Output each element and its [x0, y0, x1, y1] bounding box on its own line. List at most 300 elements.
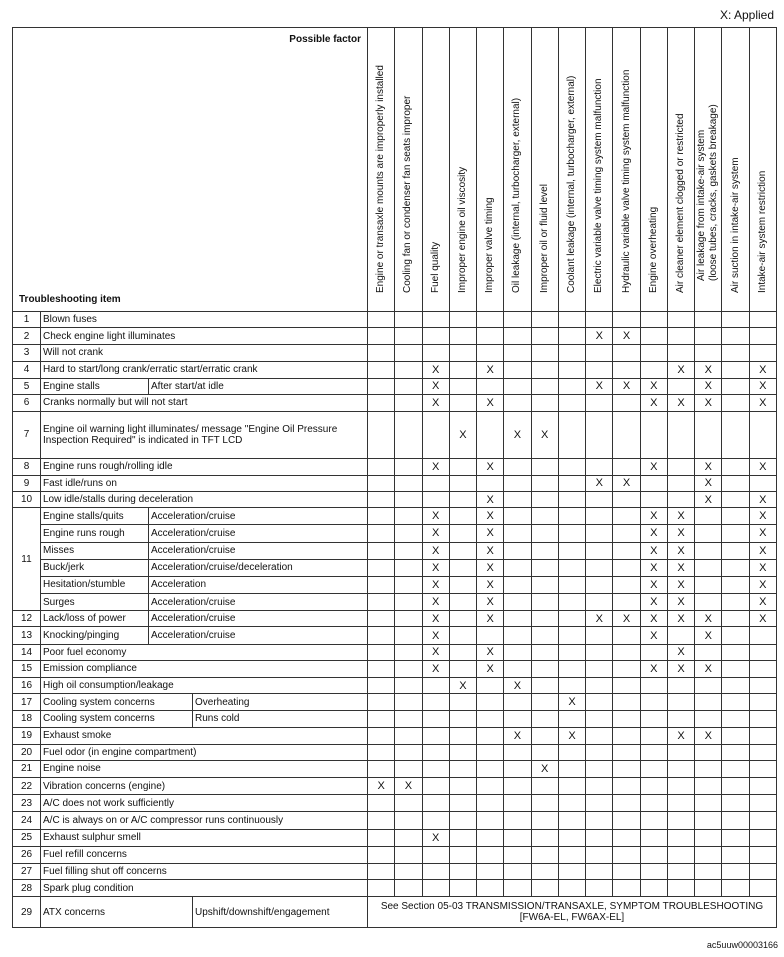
factor-cell [722, 576, 749, 593]
row-number: 10 [13, 491, 41, 507]
troubleshooting-item: Engine noise [41, 760, 368, 777]
factor-cell [395, 694, 422, 711]
factor-cell [640, 863, 667, 879]
factor-cell [395, 812, 422, 829]
factor-cell [558, 594, 585, 611]
factor-cell [613, 525, 640, 542]
factor-header [749, 28, 776, 312]
applied-mark: X [640, 525, 667, 542]
row-number: 9 [13, 475, 41, 491]
factor-cell [395, 576, 422, 593]
factor-cell [667, 880, 694, 897]
factor-cell [395, 846, 422, 863]
factor-cell [667, 412, 694, 459]
factor-cell [613, 361, 640, 378]
factor-cell [368, 863, 395, 879]
applied-mark: X [477, 559, 504, 576]
applied-mark: X [640, 378, 667, 394]
factor-cell [586, 559, 613, 576]
factor-cell [504, 394, 531, 411]
factor-cell [586, 846, 613, 863]
applied-mark: X [586, 611, 613, 627]
factor-cell [749, 644, 776, 660]
factor-header [667, 28, 694, 312]
applied-mark: X [477, 660, 504, 677]
factor-cell [640, 744, 667, 760]
factor-cell [749, 880, 776, 897]
table-row [13, 863, 777, 879]
factor-label: Air leakage from intake-air system [696, 129, 708, 281]
factor-cell [749, 711, 776, 727]
troubleshooting-item: Poor fuel economy [41, 644, 368, 660]
factor-cell [395, 458, 422, 475]
factor-cell [449, 727, 476, 744]
row-number: 19 [13, 727, 41, 744]
troubleshooting-item: Cooling system concerns [41, 694, 193, 711]
factor-cell [531, 378, 558, 394]
table-row [13, 594, 777, 611]
applied-mark: X [667, 611, 694, 627]
factor-cell [722, 594, 749, 611]
factor-cell [667, 846, 694, 863]
factor-cell [640, 829, 667, 846]
factor-cell [531, 711, 558, 727]
factor-cell [395, 627, 422, 644]
factor-cell [640, 677, 667, 693]
applied-mark: X [640, 594, 667, 611]
factor-cell [395, 863, 422, 879]
troubleshooting-item: Check engine light illuminates [41, 328, 368, 345]
factor-cell [531, 576, 558, 593]
factor-cell [613, 727, 640, 744]
factor-cell [613, 394, 640, 411]
factor-cell [749, 760, 776, 777]
factor-header [477, 28, 504, 312]
factor-label: (loose tubes, cracks, gaskets breakage) [708, 104, 720, 281]
factor-cell [722, 660, 749, 677]
factor-header-text [730, 157, 742, 293]
applied-mark: X [749, 394, 776, 411]
factor-cell [749, 328, 776, 345]
factor-cell [586, 660, 613, 677]
factor-cell [640, 760, 667, 777]
factor-cell [640, 312, 667, 328]
factor-cell [422, 328, 449, 345]
factor-cell [640, 694, 667, 711]
factor-cell [586, 525, 613, 542]
factor-cell [368, 475, 395, 491]
factor-cell [667, 778, 694, 795]
table-row [13, 345, 777, 361]
factor-cell [586, 491, 613, 507]
row-number: 26 [13, 846, 41, 863]
factor-cell [449, 361, 476, 378]
factor-cell [613, 812, 640, 829]
factor-cell [449, 812, 476, 829]
factor-cell [695, 594, 722, 611]
factor-cell [586, 677, 613, 693]
row-number: 8 [13, 458, 41, 475]
item-condition: Runs cold [193, 711, 368, 727]
applied-mark: X [477, 525, 504, 542]
factor-cell [449, 644, 476, 660]
factor-cell [504, 644, 531, 660]
factor-cell [449, 660, 476, 677]
factor-cell [504, 795, 531, 812]
factor-cell [504, 863, 531, 879]
factor-cell [613, 677, 640, 693]
item-condition: Overheating [193, 694, 368, 711]
factor-cell [477, 711, 504, 727]
factor-cell [558, 559, 585, 576]
factor-cell [640, 846, 667, 863]
factor-cell [722, 863, 749, 879]
factor-header-text [696, 104, 720, 281]
troubleshooting-item: Hard to start/long crank/erratic start/erratic crank [41, 361, 368, 378]
applied-mark: X [695, 475, 722, 491]
factor-cell [558, 491, 585, 507]
factor-cell [504, 458, 531, 475]
applied-mark: X [477, 508, 504, 525]
factor-cell [586, 594, 613, 611]
factor-cell [422, 727, 449, 744]
row-number: 7 [13, 412, 41, 459]
applied-mark: X [504, 412, 531, 459]
factor-label: Engine overheating [647, 206, 659, 293]
factor-cell [368, 744, 395, 760]
factor-cell [586, 778, 613, 795]
factor-cell [477, 475, 504, 491]
factor-cell [395, 508, 422, 525]
factor-cell [640, 345, 667, 361]
row-number: 28 [13, 880, 41, 897]
row-number: 14 [13, 644, 41, 660]
factor-cell [449, 795, 476, 812]
factor-label: Cooling fan or condenser fan seats improper [402, 95, 414, 293]
factor-cell [477, 829, 504, 846]
factor-label: Fuel quality [429, 241, 441, 293]
applied-mark: X [422, 829, 449, 846]
factor-header-text [675, 113, 687, 293]
factor-cell [504, 812, 531, 829]
factor-cell [749, 677, 776, 693]
factor-cell [531, 863, 558, 879]
factor-cell [722, 378, 749, 394]
factor-cell [722, 727, 749, 744]
factor-cell [586, 829, 613, 846]
factor-cell [667, 677, 694, 693]
factor-header [613, 28, 640, 312]
factor-cell [586, 458, 613, 475]
factor-cell [667, 812, 694, 829]
applied-mark: X [613, 611, 640, 627]
factor-cell [640, 491, 667, 507]
factor-cell [558, 328, 585, 345]
factor-cell [586, 361, 613, 378]
factor-cell [531, 361, 558, 378]
factor-cell [477, 760, 504, 777]
applied-mark: X [749, 361, 776, 378]
factor-cell [368, 378, 395, 394]
factor-cell [586, 812, 613, 829]
table-row [13, 778, 777, 795]
factor-cell [504, 378, 531, 394]
applied-mark: X [368, 778, 395, 795]
factor-cell [504, 542, 531, 559]
factor-cell [368, 525, 395, 542]
troubleshooting-item: A/C is always on or A/C compressor runs continuously [41, 812, 368, 829]
header-corner [13, 28, 368, 312]
row-number: 17 [13, 694, 41, 711]
factor-cell [368, 542, 395, 559]
factor-cell [749, 627, 776, 644]
applied-mark: X [667, 644, 694, 660]
factor-cell [504, 328, 531, 345]
applied-mark: X [640, 542, 667, 559]
factor-cell [613, 846, 640, 863]
applied-mark: X [395, 778, 422, 795]
factor-cell [449, 458, 476, 475]
applied-mark: X [749, 525, 776, 542]
table-row [13, 711, 777, 727]
item-condition: Acceleration/cruise [149, 542, 368, 559]
factor-cell [613, 880, 640, 897]
factor-cell [504, 576, 531, 593]
table-row [13, 829, 777, 846]
see-section-note: See Section 05-03 TRANSMISSION/TRANSAXLE, SYMPTOM TROUBLESHOOTING [FW6A-EL, FW6AX-EL] [368, 897, 777, 928]
table-row [13, 491, 777, 507]
factor-cell [531, 846, 558, 863]
factor-cell [477, 863, 504, 879]
applied-mark: X [749, 611, 776, 627]
factor-header-text [457, 167, 469, 293]
factor-cell [449, 711, 476, 727]
factor-cell [586, 727, 613, 744]
factor-cell [722, 644, 749, 660]
factor-label: Engine or transaxle mounts are improperly installed [375, 65, 387, 293]
troubleshooting-item: Fuel refill concerns [41, 846, 368, 863]
factor-cell [477, 795, 504, 812]
factor-cell [449, 744, 476, 760]
applied-mark: X [477, 361, 504, 378]
troubleshooting-item: Engine oil warning light illuminates/ message "Engine Oil Pressure Inspection Required" is indicated in TFT LCD [41, 412, 368, 459]
factor-cell [613, 345, 640, 361]
factor-cell [395, 611, 422, 627]
factor-cell [422, 778, 449, 795]
factor-cell [613, 458, 640, 475]
factor-cell [640, 727, 667, 744]
applied-mark: X [749, 491, 776, 507]
factor-cell [558, 711, 585, 727]
factor-cell [695, 880, 722, 897]
factor-header-text [375, 65, 387, 293]
factor-cell [368, 361, 395, 378]
troubleshooting-item: Surges [41, 594, 149, 611]
factor-cell [477, 727, 504, 744]
factor-cell [477, 694, 504, 711]
row-number: 6 [13, 394, 41, 411]
factor-cell [558, 677, 585, 693]
factor-cell [613, 829, 640, 846]
row-number: 23 [13, 795, 41, 812]
factor-header [449, 28, 476, 312]
factor-cell [477, 846, 504, 863]
row-number: 22 [13, 778, 41, 795]
applied-mark: X [477, 458, 504, 475]
factor-header [586, 28, 613, 312]
table-row [13, 744, 777, 760]
troubleshooting-item: Engine runs rough [41, 525, 149, 542]
factor-cell [504, 778, 531, 795]
item-condition: Acceleration/cruise [149, 525, 368, 542]
factor-cell [613, 744, 640, 760]
factor-cell [722, 508, 749, 525]
row-number: 25 [13, 829, 41, 846]
applied-mark: X [640, 660, 667, 677]
factor-cell [749, 475, 776, 491]
factor-header-text [484, 197, 496, 293]
row-number: 2 [13, 328, 41, 345]
item-condition: Acceleration [149, 576, 368, 593]
factor-cell [722, 846, 749, 863]
factor-cell [640, 412, 667, 459]
factor-cell [722, 312, 749, 328]
troubleshooting-item: Engine stalls/quits [41, 508, 149, 525]
factor-cell [504, 594, 531, 611]
factor-cell [531, 525, 558, 542]
applied-mark: X [422, 594, 449, 611]
applied-mark: X [667, 508, 694, 525]
applied-mark: X [667, 525, 694, 542]
factor-cell [613, 644, 640, 660]
factor-cell [640, 361, 667, 378]
applied-mark: X [422, 559, 449, 576]
factor-cell [558, 829, 585, 846]
factor-cell [477, 412, 504, 459]
factor-cell [449, 378, 476, 394]
factor-header-text [757, 171, 769, 293]
factor-cell [749, 829, 776, 846]
factor-cell [477, 744, 504, 760]
factor-cell [449, 627, 476, 644]
factor-cell [368, 328, 395, 345]
applied-mark: X [695, 491, 722, 507]
troubleshooting-item: ATX concerns [41, 897, 193, 928]
applied-mark: X [749, 542, 776, 559]
factor-cell [422, 345, 449, 361]
factor-cell [558, 458, 585, 475]
applied-mark: X [422, 660, 449, 677]
factor-cell [368, 846, 395, 863]
factor-cell [368, 677, 395, 693]
factor-cell [586, 312, 613, 328]
factor-cell [504, 627, 531, 644]
factor-cell [368, 644, 395, 660]
factor-header [722, 28, 749, 312]
factor-header [695, 28, 722, 312]
factor-cell [558, 576, 585, 593]
factor-cell [477, 345, 504, 361]
factor-cell [477, 880, 504, 897]
troubleshooting-item: Vibration concerns (engine) [41, 778, 368, 795]
factor-label: Improper oil or fluid level [538, 184, 550, 293]
factor-cell [477, 778, 504, 795]
applied-mark: X [667, 361, 694, 378]
factor-cell [531, 795, 558, 812]
factor-cell [722, 694, 749, 711]
factor-header-text [511, 98, 523, 293]
table-row [13, 328, 777, 345]
factor-cell [722, 744, 749, 760]
table-row [13, 525, 777, 542]
factor-cell [368, 491, 395, 507]
factor-header [504, 28, 531, 312]
factor-cell [504, 744, 531, 760]
factor-cell [422, 491, 449, 507]
factor-cell [504, 829, 531, 846]
factor-cell [640, 778, 667, 795]
factor-label: Coolant leakage (internal, turbocharger, external) [565, 75, 577, 293]
factor-cell [422, 744, 449, 760]
factor-cell [558, 880, 585, 897]
factor-cell [395, 677, 422, 693]
factor-cell [695, 345, 722, 361]
factor-cell [722, 542, 749, 559]
factor-cell [586, 576, 613, 593]
troubleshooting-item: Misses [41, 542, 149, 559]
factor-cell [558, 863, 585, 879]
factor-cell [531, 559, 558, 576]
applied-mark: X [477, 594, 504, 611]
factor-cell [722, 328, 749, 345]
factor-cell [749, 846, 776, 863]
factor-cell [368, 660, 395, 677]
factor-cell [667, 475, 694, 491]
factor-cell [722, 525, 749, 542]
table-row [13, 660, 777, 677]
factor-cell [586, 795, 613, 812]
factor-cell [449, 328, 476, 345]
factor-cell [613, 559, 640, 576]
factor-cell [449, 760, 476, 777]
factor-cell [422, 863, 449, 879]
factor-cell [531, 778, 558, 795]
factor-cell [395, 795, 422, 812]
factor-cell [504, 846, 531, 863]
factor-cell [395, 475, 422, 491]
factor-label: Improper valve timing [484, 197, 496, 293]
table-row [13, 727, 777, 744]
factor-cell [531, 812, 558, 829]
factor-cell [749, 660, 776, 677]
factor-cell [586, 760, 613, 777]
factor-cell [368, 508, 395, 525]
factor-cell [695, 744, 722, 760]
applied-mark: X [695, 378, 722, 394]
applied-mark: X [558, 694, 585, 711]
factor-cell [558, 312, 585, 328]
factor-cell [586, 412, 613, 459]
factor-cell [558, 475, 585, 491]
table-row [13, 846, 777, 863]
applied-mark: X [477, 394, 504, 411]
applied-mark: X [749, 594, 776, 611]
factor-cell [613, 760, 640, 777]
factor-cell [695, 795, 722, 812]
factor-cell [722, 627, 749, 644]
factor-label: Intake-air system restriction [756, 170, 768, 293]
applied-mark: X [422, 644, 449, 660]
